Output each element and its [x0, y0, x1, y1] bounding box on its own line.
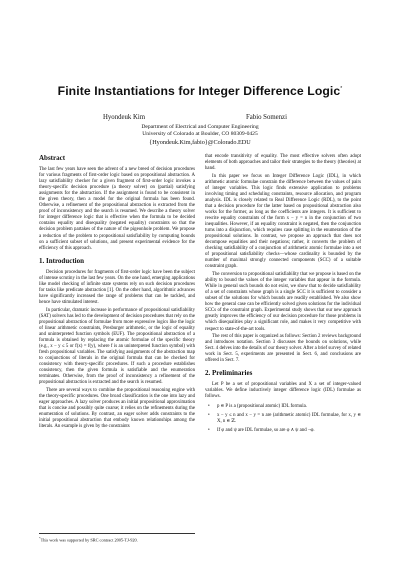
intro-paragraph-3: There are several ways to combine the propositional reasoning engine with the theory-specific procedures. One broad classification is the one into lazy and eager approaches. A lazy solver produces an initial propositional approximation that is concise and possibly quite coarse; it relies on the refinements during the enumeration of solutions. By contrast, an eager solver adds constraints to the initial propositional abstraction that embody known relationships among the literals. An example is given by the constraints — [39, 387, 195, 430]
abstract-paragraph: The last few years have seen the advent of a new breed of decision procedures for various fragments of first-order logic based on propositional abstraction. A lazy satisfiability checker for a given fragment of first-order logic invokes a theory-specific decision procedure (a theory solver) on (partial) satisfying assignments for the abstraction. If the assignment is found to be consistent in the given theory, then a model for the original formula has been found. Otherwise, a refinement of the propositional abstraction is extracted from the proof of inconsistency and the search is resumed. We describe a theory solver for integer difference logic that is effective when the formula to be decided contains equality and disequality (negated equality) constraints so that the decision problem partakes of the nature of the pigeonhole problem. We propose a reduction of the problem to propositional satisfiability by computing bounds on a sufficient subset of solutions, and present experimental evidence for the efficiency of this approach. — [39, 167, 195, 251]
intro-paragraph-2: In particular, dramatic increase in performance of propositional satisfiability (SAT) solvers has led to the development of decision procedures that rely on the propositional abstraction of formulae from more expressive logics like the logic of linear arithmetic constraints, Presburger arithmetic, or the logic of equality and uninterpreted function symbols (EUF). The propositional abstraction of a formula is obtained by replacing the atomic formulae of the specific theory (e.g., x − y ≤ 5 or f(x) = f(y), where f is an uninterpreted function symbol) with fresh propositional variables. The satisfying assignments of the abstraction map to conjunctions of literals in the original formula that can be checked for consistency with theory-specific procedures. If such a procedure establishes consistency, then the given formula is satisfiable and the enumeration terminates. Otherwise, from the proof of inconsistency a refinement of the propositional abstraction is extracted and the search is resumed. — [39, 307, 195, 386]
section-1-heading: 1. Introduction — [39, 256, 84, 265]
right-paragraph-1: that encode transitivity of equality. The most effective solvers often adopt elements of both approaches and tailor their strategies to the theory (theories) at hand. — [205, 154, 361, 172]
affiliation-emails: {Hyondeuk.Kim,fabio}@Colorado.EDU — [149, 139, 251, 146]
right-paragraph-3: The conversion to propositional satisfiability that we propose is based on the ability to bound the values of the integer variables that appear in the formula. While in general such bounds do not exist, we show that to decide satisfiability of a set of constraints whose graph is a single SCC it is sufficient to consider a subset of the solutions for which bounds are readily established. We also show how the general case can be efficiently solved given solutions for the individual SCCs of the constraint graph. Experimental study shows that our new approach greatly improves the efficiency of our decision procedure for those problems in which disequalities play a significant role, and makes it very competitive with respect to state-of-the-art tools. — [205, 272, 361, 332]
footnote-text: This work was supported by SRC contract 2005-TJ-920. — [40, 537, 138, 543]
list-item: • If φ and ψ are IDL formulae, so are φ ∧ ψ and ¬φ. — [205, 428, 361, 434]
affiliation-department: Department of Electrical and Computer Engineering — [141, 124, 259, 130]
affiliation-university: University of Colorado at Boulder, CO 80309-0425 — [142, 131, 258, 137]
title-text: Finite Instantiations for Integer Difference Logic — [57, 84, 341, 98]
idl-definition-list — [205, 404, 361, 434]
intro-paragraph-1: Decision procedures for fragments of first-order logic have been the subject of intense scrutiny in the last few years. On the one hand, emerging applications like model checking of infinite state systems rely on such decision procedures for tasks like predicate abstraction [1]. On the other hand, algorithmic advances have significantly increased the range of problems that can be tackled, and hence have stimulated interest. — [39, 269, 195, 305]
right-column — [205, 154, 361, 437]
section-2-heading: 2. Preliminaries — [205, 369, 253, 378]
title-footnote-mark: * — [340, 85, 343, 92]
right-paragraph-2: In this paper we focus on Integer Difference Logic (IDL), in which arithmetic atomic formulae constrain the difference between the values of pairs of integer variables. This logic finds extensive application to problems involving timing and scheduling constraints, resource allocation, and program analysis. IDL is closely related to Real Difference Logic (RDL), to the point that a decision procedure for the latter based on propositional abstraction also works for the former, as long as the coefficients are integers. It is sufficient to rewrite equality constraints of the form x − y = n in the conjunction of two inequalities. However, if an equality constraint is negated, then the conjunction turns into a disjunction, which requires case splitting in the enumeration of the propositional solutions. In contrast, we propose an approach that does not decompose equalities and their negations; rather, it converts the problem of checking satisfiability of a conjunction of arithmetic atomic formulae into a set of propositional satisfiability checks—whose cardinality is bounded by the number of maximal strongly connected components (SCC) of a suitable constraint graph. — [205, 173, 361, 270]
list-item: • p ∈ P is a (propositional atomic) IDL formula. — [205, 404, 361, 410]
paper-title — [0, 84, 400, 98]
abstract-heading: Abstract — [39, 154, 66, 162]
right-paragraph-4: The rest of this paper is organized as follows: Section 2 reviews background and introduces notation. Section 3 discusses the bounds on solutions, while Sect. 4 delves into the details of our theory solver. After a brief survey of related work in Sect. 5, experiments are presented in Sect. 6, and conclusions are offered in Sect. 7. — [205, 334, 361, 364]
left-column — [39, 154, 195, 432]
author-2: Fabio Somenzi — [246, 114, 287, 121]
footnote — [39, 533, 195, 542]
footnote-mark: * — [39, 535, 41, 540]
author-1: Hyondeuk Kim — [103, 114, 146, 121]
prelim-paragraph-1: Let P be a set of propositional variables and X a set of integer-valued variables. We define inductively integer difference logic (IDL) formulae as follows. — [205, 382, 361, 400]
list-item: • x − y ≤ n and x − y = n are (arithmetic atomic) IDL formulae, for x, y ∈ X, n ∈ ℤ. — [205, 413, 361, 425]
